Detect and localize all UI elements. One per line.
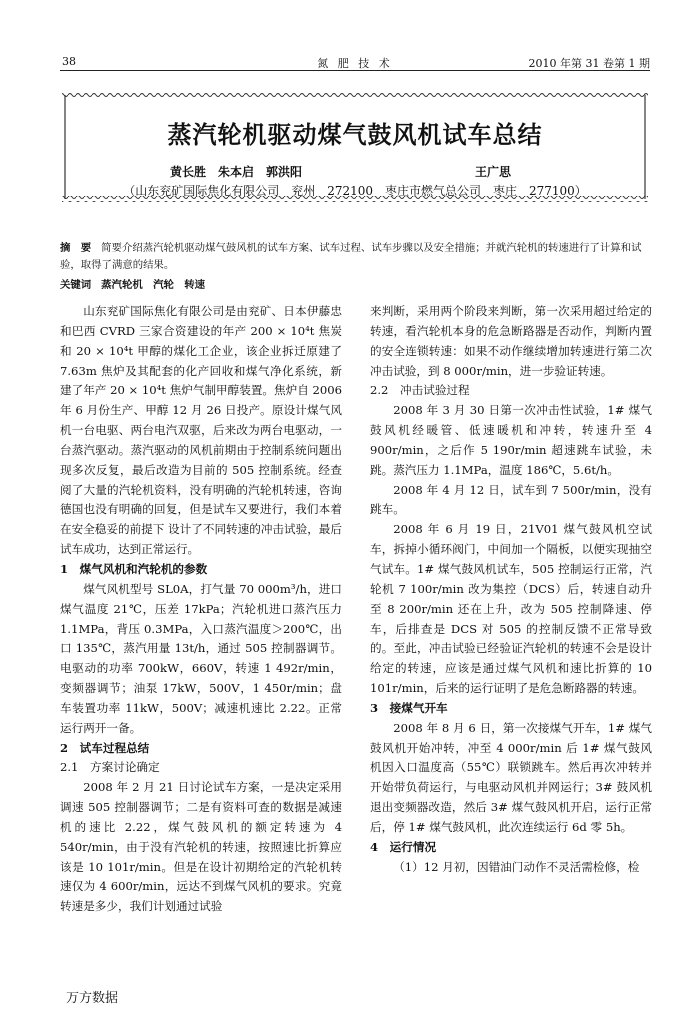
abstract	[60, 240, 650, 274]
page-number: 38	[62, 55, 76, 68]
paragraph: 2008 年 6 月 19 日，21V01 煤气鼓风机空试车，拆掉小循环阀门，中间加一个隔板，以便实现抽空气试车。1# 煤气鼓风机试车，505 控制运行正常，汽轮机 7 100r/min 改为集控（DCS）后，转速自动升至 8 200r/min 还在上升，改为 505 控制降速、停车，后排查是 DCS 对 505 的控制反馈不正常导致的。至此，冲击试验已经验证汽轮机的转速不会是设计给定的转速，应该是通过煤气风机和速比折算的 10 101r/min，后来的运行证明了是危急断路器的转速。	[370, 522, 652, 696]
keywords-text: 蒸汽轮机 汽轮 转速	[101, 279, 206, 291]
right-column	[370, 302, 652, 877]
header-rule	[60, 70, 650, 71]
keywords	[60, 276, 650, 291]
paper-title: 蒸汽轮机驱动煤气鼓风机试车总结	[167, 120, 543, 149]
volume-info: 2010 年第 31 卷第 1 期	[528, 57, 650, 70]
source-watermark: 万方数据	[66, 991, 119, 1006]
section-heading-3: 3 接煤气开车	[370, 700, 448, 715]
author-line	[60, 163, 650, 179]
journal-name: 氮 肥 技 术	[317, 57, 393, 70]
subsection-heading-2-2: 2.2 冲击试验过程	[370, 383, 470, 398]
paragraph: 煤气风机型号 SL0A，打气量 70 000m³/h，进口煤气温度 21℃，压差 17kPa；汽轮机进口蒸汽压力 1.1MPa，背压 0.3MPa，入口蒸汽温度＞200℃，出口 135℃，蒸汽用量 13t/h，通过 505 控制器调节。电驱动的功率 700kW，660V，转速 1 492r/min，变频器调节；油泵 17kW，500V，1 450r/min；盘车装置功率 11kW，500V；减速机速比 2.22。正常运行两开一备。	[60, 581, 342, 735]
section-heading-4: 4 运行情况	[370, 839, 437, 854]
paragraph: （1）12 月初，因错油门动作不灵活需检修，检	[393, 859, 640, 874]
left-column	[60, 302, 342, 917]
section-heading-2: 2 试车过程总结	[60, 740, 150, 755]
paragraph: 2008 年 4 月 12 日，试车到 7 500r/min，没有跳车。	[370, 482, 652, 517]
paragraph: 来判断，采用两个阶段来判断，第一次采用超过给定的转速，看汽轮机本身的危急断路器是否动作，判断内置的安全连锁转速：如果不动作继续增加转速进行第二次冲击试验，到 8 000r/min，进一步验证转速。	[370, 304, 652, 378]
affiliation: （山东兖矿国际焦化有限公司 兖州 272100 枣庄市燃气总公司 枣庄 277100）	[123, 184, 587, 198]
abstract-label: 摘 要	[60, 242, 92, 254]
authors-group-1: 黄长胜 朱本启 郭洪阳	[170, 165, 303, 179]
paragraph: 2008 年 3 月 30 日第一次冲击性试验，1# 煤气鼓风机经暖管、低速暖机和冲转，转速升至 4 900r/min，之后作 5 190r/min 超速跳车试验，未跳。蒸汽压力 1.1MPa，温度 186℃，5.6t/h。	[370, 403, 652, 477]
keywords-label: 关键词	[60, 279, 92, 291]
section-heading-1: 1 煤气风机和汽轮机的参数	[60, 561, 208, 576]
paragraph: 2008 年 8 月 6 日，第一次接煤气开车，1# 煤气鼓风机开始冲转，冲至 4 000r/min 后 1# 煤气鼓风机因入口温度高（55℃）联锁跳车。然后再次冲转并开始带负荷运行，与电驱动风机并网运行；3# 鼓风机退出变频器改造，然后 3# 煤气鼓风机开启，运行正常后，停 1# 煤气鼓风机，此次连续运行 6d 零 5h。	[370, 720, 652, 834]
running-header	[60, 55, 650, 69]
authors-group-2: 王广思	[475, 165, 512, 179]
subsection-heading-2-1: 2.1 方案讨论确定	[60, 760, 160, 775]
abstract-text: 简要介绍蒸汽轮机驱动煤气鼓风机的试车方案、试车过程、试车步骤以及安全措施；并就汽轮机的转速进行了计算和试验，取得了满意的结果。	[60, 242, 642, 271]
paragraph: 2008 年 2 月 21 日讨论试车方案，一是决定采用调速 505 控制器调节；二是有资料可查的数据是减速机的速比 2.22，煤气鼓风机的额定转速为 4 540r/min，由于没有汽轮机的转速，按照速比折算应该是 10 101r/min。但是在设计初期给定的汽轮机转速仅为 4 600r/min，远达不到煤气风机的要求。究竟转速是多少，我们计划通过试验	[60, 780, 342, 914]
paragraph: 山东兖矿国际焦化有限公司是由兖矿、日本伊藤忠和巴西 CVRD 三家合资建设的年产 200 × 10⁴t 焦炭和 20 × 10⁴t 甲醇的煤化工企业，该企业拆迁原建了 7.63m 焦炉及其配套的化产回收和煤气净化系统，新建了年产 20 × 10⁴t 焦炉气制甲醇装置。焦炉自 2006 年 6 月份生产、甲醇 12 月 26 日投产。原设计煤气风机一台电驱、两台电汽双驱，后来改为两台电驱动，一台蒸汽驱动。蒸汽驱动的风机前期由于控制系统问题出现多次反复，最后改造为目前的 505 控制系统。经查阅了大量的汽轮机资料，没有明确的汽轮机转速，咨询德国也没有明确的回复，但是试车又要进行，我们本着在安全稳妥的前提下 设计了不同转速的冲击试验，最后试车成功，达到正常运行。	[60, 304, 342, 557]
